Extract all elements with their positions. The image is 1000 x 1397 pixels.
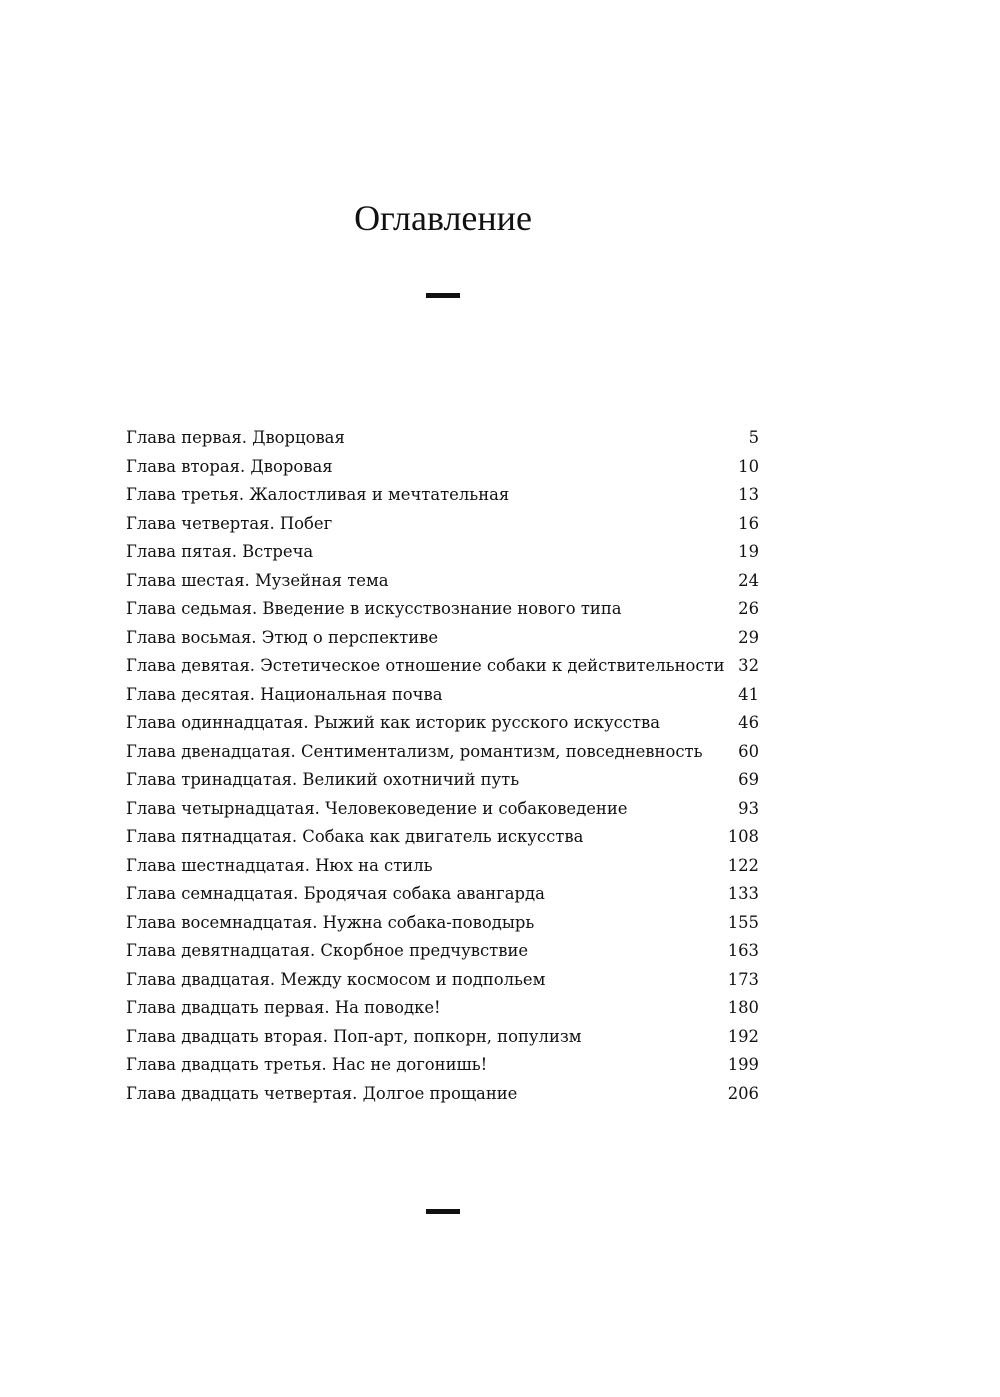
toc-entry [126, 424, 759, 453]
toc-entry-page: 192 [727, 1026, 759, 1046]
toc-entry-title: Глава шестая. Музейная тема [126, 570, 389, 590]
toc-entry-title: Глава двадцать четвертая. Долгое прощание [126, 1083, 518, 1103]
toc-entry-title: Глава двадцать вторая. Поп-арт, попкорн, популизм [126, 1026, 582, 1046]
toc-entry [126, 1051, 759, 1080]
toc-entry-page: 10 [738, 456, 759, 476]
toc-entry-title: Глава первая. Дворцовая [126, 428, 345, 447]
toc-entry-page: 13 [738, 485, 759, 504]
toc-entry-title: Глава десятая. Национальная почва [126, 684, 443, 704]
toc-entry [126, 1023, 759, 1052]
toc-entry [126, 652, 759, 681]
toc-entry [126, 823, 759, 852]
toc-entry [126, 937, 759, 966]
toc-entry-title: Глава четырнадцатая. Человековедение и собаковедение [126, 798, 628, 818]
toc-entry [126, 966, 759, 995]
table-of-contents [126, 424, 759, 1108]
toc-entry-page: 46 [738, 713, 759, 732]
toc-entry-page: 133 [727, 884, 759, 903]
toc-entry-page: 122 [727, 855, 759, 875]
toc-entry-title: Глава шестнадцатая. Нюх на стиль [126, 855, 433, 875]
toc-entry [126, 738, 759, 767]
toc-entry-page: 60 [738, 741, 759, 761]
toc-entry [126, 852, 759, 881]
toc-entry-page: 163 [727, 941, 759, 960]
toc-entry [126, 766, 759, 795]
page-title: Оглавление [354, 198, 532, 238]
toc-entry-title: Глава двадцать первая. На поводке! [126, 998, 441, 1017]
toc-entry-page: 24 [738, 570, 759, 590]
toc-entry-title: Глава двадцатая. Между космосом и подпольем [126, 969, 546, 989]
toc-entry-title: Глава третья. Жалостливая и мечтательная [126, 485, 510, 504]
toc-entry-page: 93 [738, 798, 759, 818]
toc-entry-page: 206 [727, 1083, 759, 1103]
toc-entry-page: 41 [738, 684, 759, 704]
toc-entry-title: Глава восьмая. Этюд о перспективе [126, 627, 439, 647]
toc-entry-page: 173 [727, 969, 759, 989]
toc-entry-title: Глава одиннадцатая. Рыжий как историк русского искусства [126, 713, 661, 732]
bottom-divider [426, 1209, 460, 1214]
toc-entry-page: 32 [738, 656, 759, 675]
toc-entry-title: Глава восемнадцатая. Нужна собака-поводырь [126, 912, 535, 932]
toc-entry-page: 5 [748, 428, 759, 447]
toc-entry [126, 909, 759, 938]
toc-entry [126, 994, 759, 1023]
toc-entry-page: 29 [738, 627, 759, 647]
toc-entry-page: 108 [727, 827, 759, 846]
toc-entry-title: Глава двадцать третья. Нас не догонишь! [126, 1055, 488, 1074]
toc-entry [126, 510, 759, 539]
toc-entry [126, 624, 759, 653]
toc-entry [126, 595, 759, 624]
toc-entry [126, 567, 759, 596]
toc-entry [126, 681, 759, 710]
toc-entry-page: 26 [738, 599, 759, 618]
toc-entry [126, 1080, 759, 1109]
toc-entry-page: 19 [738, 542, 759, 561]
toc-entry [126, 709, 759, 738]
toc-entry-title: Глава тринадцатая. Великий охотничий путь [126, 770, 520, 789]
toc-entry-page: 155 [727, 912, 759, 932]
toc-entry [126, 795, 759, 824]
toc-entry-page: 16 [738, 513, 759, 533]
toc-entry-page: 69 [738, 770, 759, 789]
toc-entry [126, 453, 759, 482]
toc-entry-title: Глава девятнадцатая. Скорбное предчувствие [126, 941, 529, 960]
toc-entry [126, 880, 759, 909]
toc-entry-page: 180 [727, 998, 759, 1017]
toc-entry-title: Глава девятая. Эстетическое отношение собаки к действительности [126, 656, 725, 675]
toc-entry-title: Глава двенадцатая. Сентиментализм, романтизм, повседневность [126, 741, 703, 761]
toc-entry-page: 199 [727, 1055, 759, 1074]
top-divider [426, 293, 460, 298]
toc-entry-title: Глава пятнадцатая. Собака как двигатель искусства [126, 827, 584, 846]
toc-entry-title: Глава семнадцатая. Бродячая собака авангарда [126, 884, 545, 903]
toc-entry [126, 481, 759, 510]
toc-entry-title: Глава пятая. Встреча [126, 542, 314, 561]
toc-entry-title: Глава седьмая. Введение в искусствознание нового типа [126, 599, 622, 618]
toc-entry-title: Глава вторая. Дворовая [126, 456, 333, 476]
toc-entry-title: Глава четвертая. Побег [126, 513, 333, 533]
toc-entry [126, 538, 759, 567]
